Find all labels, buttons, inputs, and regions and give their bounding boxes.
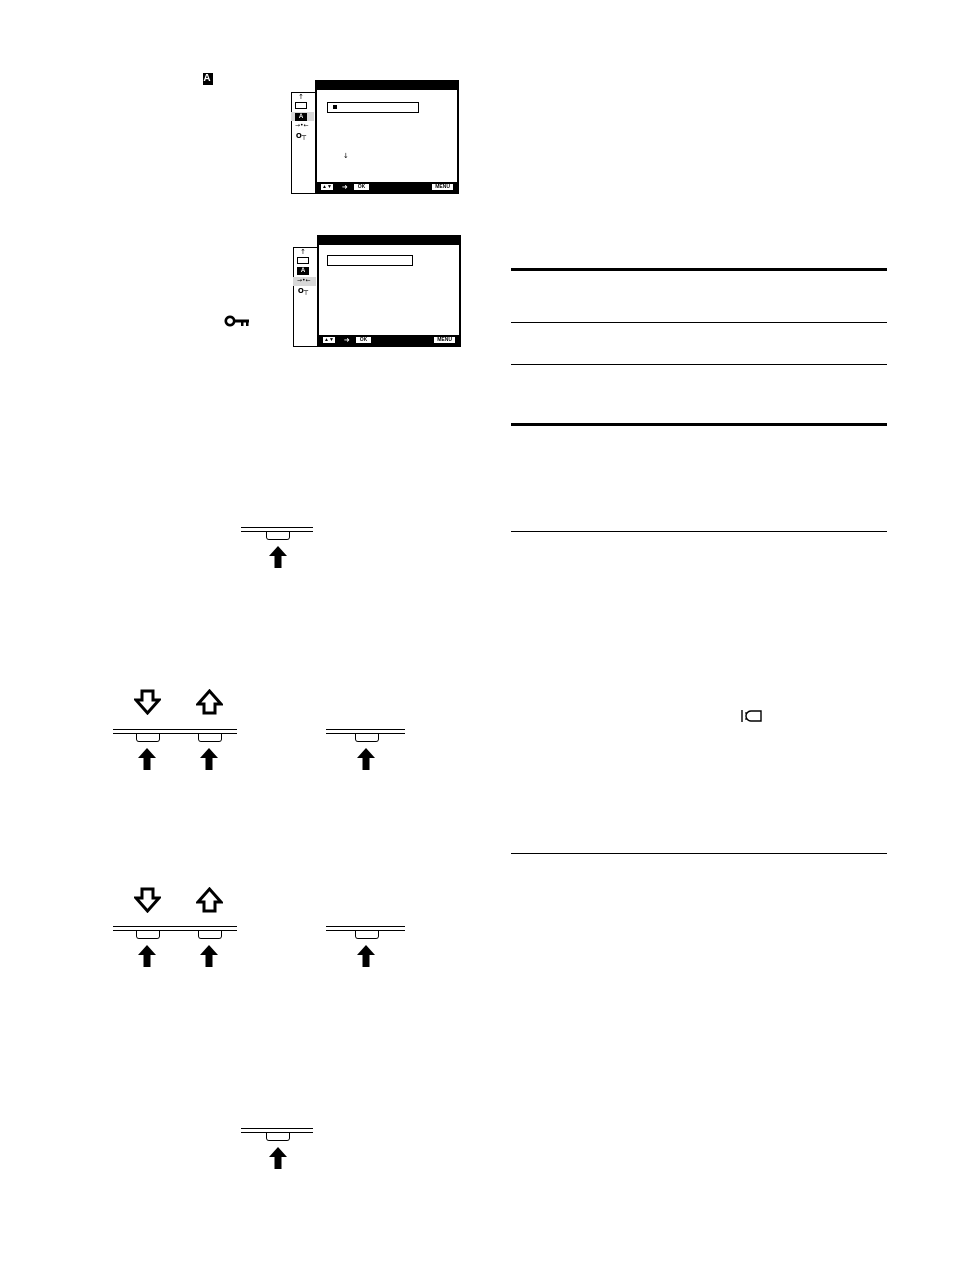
reset-icon: →•←: [295, 122, 309, 129]
push-arrow-icon: [200, 945, 218, 967]
lock-icon: O┬: [297, 287, 309, 295]
table2-top-rule: [511, 423, 887, 426]
push-arrow-icon: [357, 748, 375, 770]
reset-icon: →•←: [297, 277, 311, 284]
down-button: [136, 931, 160, 939]
up-arrow-icon: ↑: [300, 248, 306, 256]
up-arrow-outline-icon: [196, 887, 223, 913]
table2-row-divider: [511, 531, 887, 532]
push-arrow-icon: [269, 1147, 287, 1169]
push-arrow-icon: [357, 945, 375, 967]
ok-button: [355, 734, 379, 742]
updown-keys-icon: ▲▼: [322, 184, 332, 190]
push-arrow-icon: [200, 748, 218, 770]
down-arrow-outline-icon: [134, 887, 161, 913]
osd-menu-screenshot-2: [293, 235, 461, 347]
menu-key-icon: MENU: [432, 184, 453, 190]
ok-key-icon: OK: [356, 337, 372, 343]
table-row-divider: [511, 322, 887, 323]
monitor-button: [266, 1133, 290, 1141]
osd-selected-field: [327, 255, 413, 266]
scroll-down-arrow: ↓: [343, 152, 349, 160]
table2-bottom-rule: [511, 853, 887, 854]
osd-title-bar: [317, 82, 457, 90]
osd-footer: [319, 335, 459, 345]
osd-menu-screen: [317, 235, 461, 347]
osd-footer: [317, 182, 457, 192]
power-indicator-icon: [740, 709, 764, 723]
osd-menu-screen: [315, 80, 459, 194]
enter-arrow-icon: ➜: [343, 336, 350, 344]
push-arrow-icon: [138, 748, 156, 770]
osd-menu-screenshot-1: [291, 80, 459, 194]
push-arrow-icon: [269, 546, 287, 568]
lock-key-icon: [224, 315, 250, 327]
input-icon: [295, 102, 307, 110]
input-icon: [297, 257, 309, 265]
push-arrow-icon: [138, 945, 156, 967]
ok-key-icon: OK: [354, 184, 370, 190]
down-button: [136, 734, 160, 742]
down-arrow-outline-icon: [134, 689, 161, 715]
osd-selected-field: [327, 102, 419, 113]
ok-button: [355, 931, 379, 939]
osd-title-bar: [319, 237, 459, 245]
language-icon: A: [201, 73, 213, 85]
up-button: [198, 734, 222, 742]
table-top-rule: [511, 268, 887, 271]
lock-icon: O┬: [295, 132, 307, 140]
language-menu-icon: A: [295, 113, 307, 121]
up-button: [198, 931, 222, 939]
up-arrow-outline-icon: [196, 689, 223, 715]
language-menu-icon: A: [297, 267, 309, 275]
monitor-button: [266, 532, 290, 540]
menu-key-icon: MENU: [434, 337, 455, 343]
table-row-divider: [511, 364, 887, 365]
enter-arrow-icon: ➜: [341, 183, 348, 191]
updown-keys-icon: ▲▼: [324, 337, 334, 343]
up-arrow-icon: ↑: [298, 93, 304, 101]
